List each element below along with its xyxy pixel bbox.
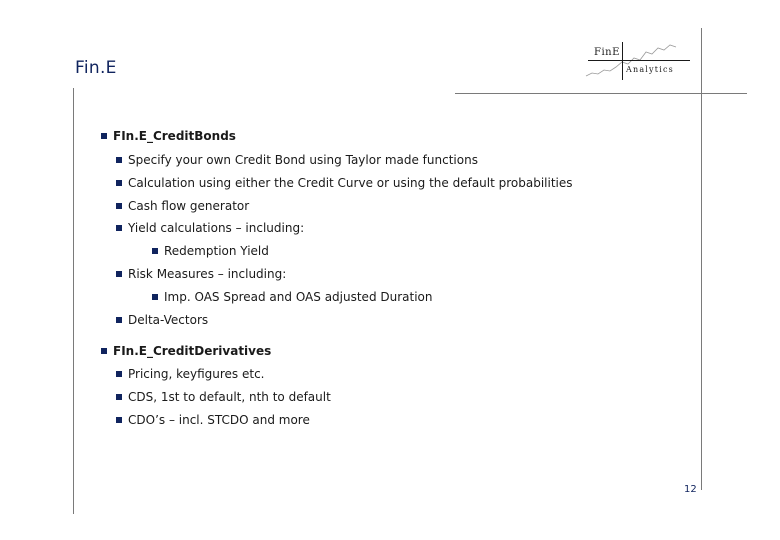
list-item-label: Risk Measures – including:: [128, 267, 287, 281]
list-item-label: Yield calculations – including:: [128, 221, 305, 235]
list-item: [116, 152, 478, 168]
list-item-label: CDS, 1st to default, nth to default: [128, 390, 331, 404]
square-bullet-icon: [101, 133, 107, 139]
header-divider: [455, 93, 747, 94]
page-title: Fin.E: [75, 58, 117, 78]
list-item-label: Delta-Vectors: [128, 313, 209, 327]
logo-text-fine: FinE: [594, 47, 620, 58]
sub-list-item: [152, 289, 433, 305]
list-item-label: CDO’s – incl. STCDO and more: [128, 413, 310, 427]
logo-horizontal-bar: [588, 60, 690, 61]
section-heading-creditbonds: [101, 128, 236, 144]
sub-list-item-label: Redemption Yield: [164, 244, 269, 258]
square-bullet-icon: [116, 394, 122, 400]
list-item: [116, 366, 264, 382]
sub-list-item-label: Imp. OAS Spread and OAS adjusted Duration: [164, 290, 433, 304]
square-bullet-icon: [116, 203, 122, 209]
list-item: [116, 412, 310, 428]
square-bullet-icon: [116, 157, 122, 163]
square-bullet-icon: [116, 317, 122, 323]
list-item-label: Cash flow generator: [128, 199, 250, 213]
square-bullet-icon: [116, 271, 122, 277]
list-item: [116, 175, 573, 191]
page-number: 12: [684, 484, 697, 495]
list-item: [116, 198, 249, 214]
list-item-label: Calculation using either the Credit Curve or using the default probabilities: [128, 176, 573, 190]
list-item: [116, 389, 331, 405]
list-item-label: Specify your own Credit Bond using Taylor made functions: [128, 153, 478, 167]
square-bullet-icon: [116, 180, 122, 186]
square-bullet-icon: [116, 225, 122, 231]
list-item: [116, 312, 208, 328]
list-item: [116, 220, 304, 236]
list-item: [116, 266, 286, 282]
square-bullet-icon: [152, 294, 158, 300]
square-bullet-icon: [101, 348, 107, 354]
left-divider: [73, 88, 74, 514]
square-bullet-icon: [116, 417, 122, 423]
fine-analytics-logo: [582, 40, 694, 82]
list-item-label: Pricing, keyfigures etc.: [128, 367, 265, 381]
square-bullet-icon: [116, 371, 122, 377]
section-label: FIn.E_CreditBonds: [113, 129, 236, 143]
sub-list-item: [152, 243, 269, 259]
right-divider: [701, 28, 702, 490]
section-heading-creditderivatives: [101, 343, 271, 359]
logo-vertical-bar: [622, 42, 623, 80]
square-bullet-icon: [152, 248, 158, 254]
section-label: FIn.E_CreditDerivatives: [113, 344, 272, 358]
logo-text-analytics: Analytics: [626, 65, 674, 74]
